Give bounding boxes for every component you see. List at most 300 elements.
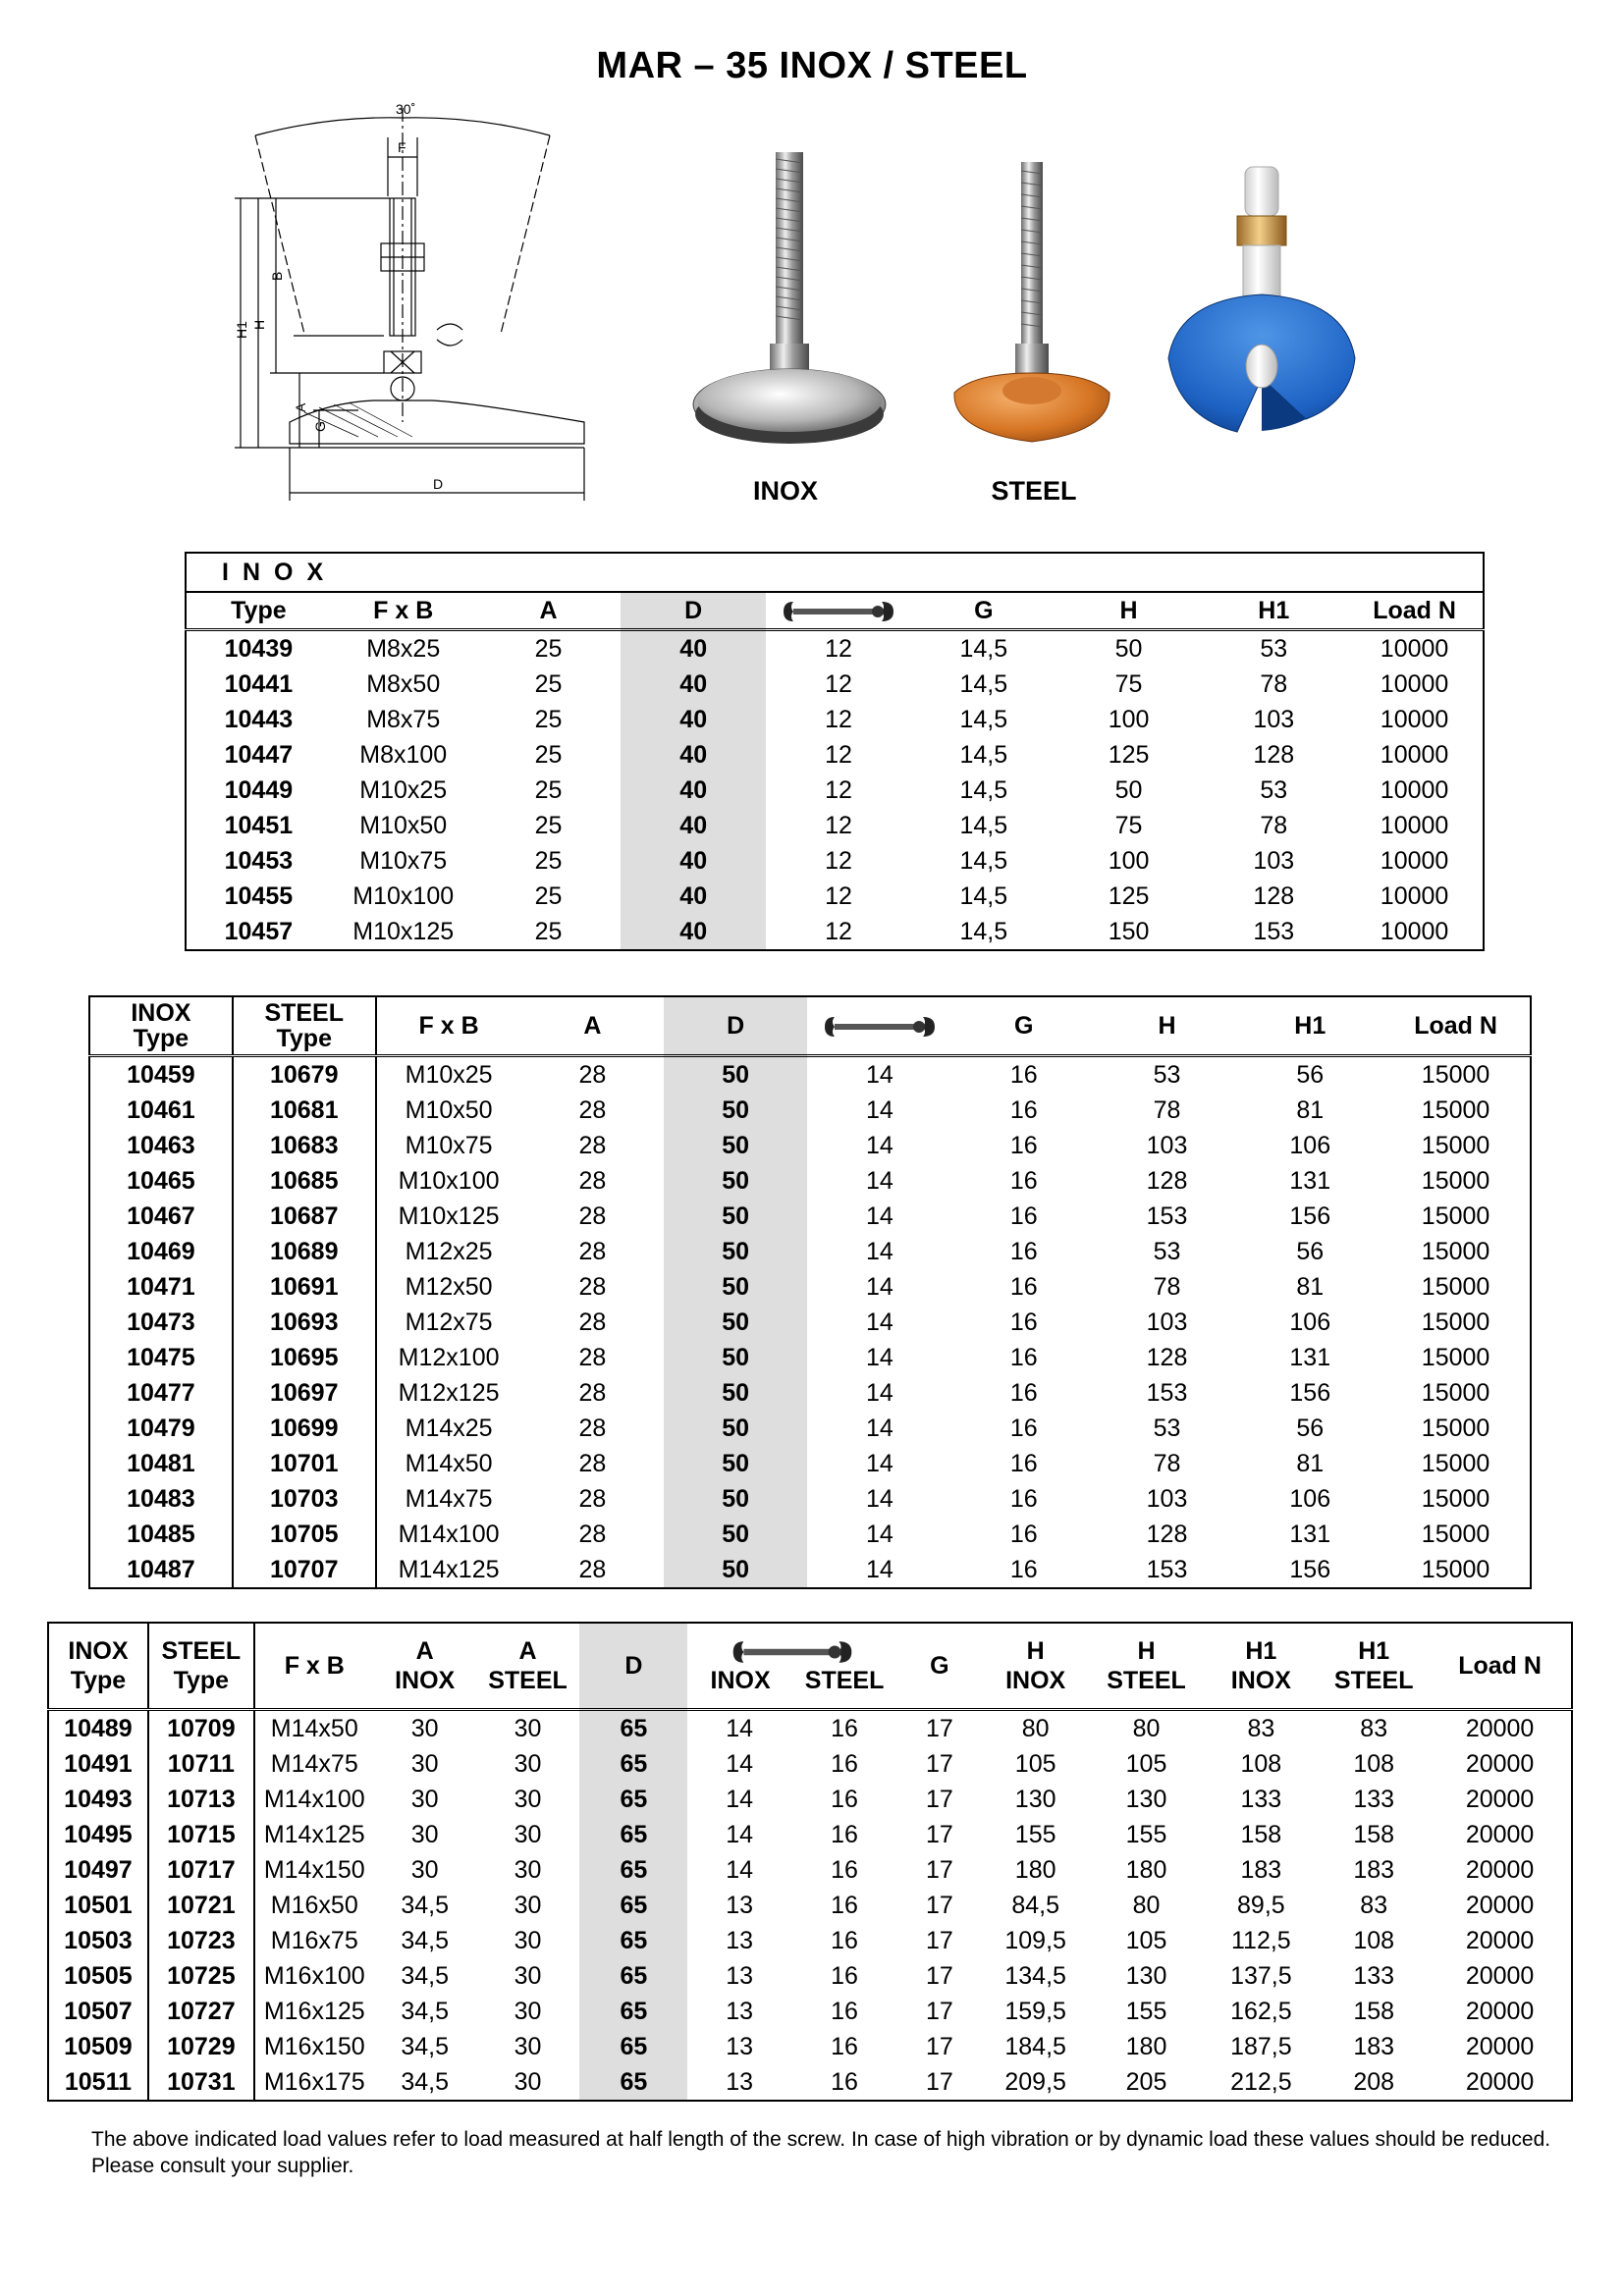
table-cell: 16 [1009, 1061, 1038, 1089]
table-cell: 16 [831, 1998, 858, 2025]
table-cell: 10469 [89, 1234, 233, 1269]
table-cell: 10699 [233, 1411, 376, 1446]
table-cell: 10487 [89, 1552, 233, 1588]
table-row [186, 630, 1484, 667]
table-cell: 20000 [1465, 1927, 1535, 1954]
inox-steel-65-body [48, 1710, 1572, 2102]
table-cell: M16x100 [263, 1962, 365, 1990]
col-wrench [766, 592, 911, 630]
table-cell: 10481 [89, 1446, 233, 1481]
table-cell: 15000 [1421, 1308, 1490, 1336]
table-cell: 15000 [1421, 1132, 1490, 1159]
table-cell: 16 [1009, 1450, 1038, 1477]
table-cell: 50 [664, 1411, 807, 1446]
table-cell: 15000 [1421, 1167, 1490, 1195]
label-a: A [293, 402, 308, 412]
table-cell: 13 [726, 1962, 754, 1990]
col-inox-type [89, 996, 233, 1056]
table-cell: M14x150 [263, 1856, 365, 1884]
table-cell: 28 [578, 1521, 607, 1548]
wrench-icon [780, 599, 897, 624]
table-cell: 131 [1289, 1521, 1331, 1548]
table-row [186, 879, 1484, 914]
table-cell: 10703 [233, 1481, 376, 1517]
col-a-steel-label: STEEL [488, 1667, 568, 1694]
table-cell: 14 [866, 1415, 893, 1442]
table-cell: 40 [621, 737, 766, 773]
table-cell: 103 [1146, 1132, 1188, 1159]
table-cell: 14 [726, 1715, 754, 1742]
table-cell: 16 [831, 1750, 858, 1778]
col-inox-label: INOX [68, 1637, 129, 1665]
table-cell: 130 [1125, 1962, 1167, 1990]
table-cell: 10721 [148, 1888, 254, 1923]
table-cell: 10453 [224, 847, 294, 875]
table-row [89, 1234, 1531, 1269]
table-row [89, 1056, 1531, 1094]
table-cell: 65 [579, 1923, 687, 1958]
table-cell: 28 [578, 1096, 607, 1124]
table-cell: 28 [578, 1556, 607, 1583]
table-cell: 10441 [224, 670, 294, 698]
table-cell: 125 [1108, 741, 1150, 769]
table-cell: 28 [578, 1415, 607, 1442]
table-cell: 28 [578, 1485, 607, 1513]
table-cell: 10685 [233, 1163, 376, 1199]
table-cell: 14 [866, 1167, 893, 1195]
table-cell: 40 [621, 630, 766, 667]
table-cell: 155 [1125, 1821, 1167, 1848]
table-cell: 65 [579, 1852, 687, 1888]
table-cell: 25 [534, 847, 563, 875]
footnote: The above indicated load values refer to load measured at half length of the screw. In case of high vibration or by dynamic load these values should be reduced. Please consult your supplier. [91, 2128, 1551, 2177]
table-cell: 10443 [224, 706, 294, 733]
table-cell: 109,5 [1004, 1927, 1066, 1954]
table-cell: 10485 [89, 1517, 233, 1552]
table-row [186, 914, 1484, 950]
table-cell: 25 [534, 882, 563, 910]
table-cell: 25 [534, 812, 563, 839]
col-steel-type-label: Type [173, 1667, 230, 1694]
table-cell: 30 [514, 1715, 542, 1742]
table-row [48, 2029, 1572, 2064]
table-cell: 83 [1360, 1715, 1388, 1742]
table-cell: 30 [514, 1962, 542, 1990]
table-cell: 10449 [224, 776, 294, 804]
table-cell: 10727 [148, 1994, 254, 2029]
table-cell: 20000 [1465, 1998, 1535, 2025]
table-cell: 100 [1108, 706, 1150, 733]
col-d: D [579, 1623, 687, 1710]
table-cell: 20000 [1465, 1962, 1535, 1990]
table-cell: 30 [514, 1786, 542, 1813]
table-cell: 75 [1114, 670, 1143, 698]
table-cell: 25 [534, 706, 563, 733]
table-cell: 10000 [1380, 847, 1449, 875]
table-cell: 78 [1153, 1450, 1181, 1477]
table-cell: 10475 [89, 1340, 233, 1375]
table-row [48, 1817, 1572, 1852]
table-cell: 15000 [1421, 1485, 1490, 1513]
table-cell: 12 [825, 918, 852, 945]
table-cell: 15000 [1421, 1202, 1490, 1230]
label-f: F [398, 139, 406, 155]
table-row [48, 1923, 1572, 1958]
table-cell: 17 [925, 1821, 953, 1848]
table-cell: 15000 [1421, 1344, 1490, 1371]
col-d: D [621, 592, 766, 630]
table-cell: M14x75 [405, 1485, 493, 1513]
table-cell: M10x125 [352, 918, 455, 945]
table-cell: 112,5 [1231, 1927, 1291, 1954]
table-cell: M16x75 [270, 1927, 358, 1954]
table-cell: 14,5 [959, 706, 1008, 733]
table-row [89, 1269, 1531, 1305]
table-cell: 14 [866, 1344, 893, 1371]
table-cell: 10495 [48, 1817, 148, 1852]
table-cell: 65 [579, 2029, 687, 2064]
table-row [48, 2064, 1572, 2101]
table-cell: 17 [925, 1998, 953, 2025]
table-row [186, 667, 1484, 702]
table-cell: 40 [621, 914, 766, 950]
table-cell: 158 [1240, 1821, 1282, 1848]
col-inox-label: INOX [131, 999, 191, 1027]
inox-steel-50-table [88, 995, 1532, 1589]
table-cell: 50 [664, 1269, 807, 1305]
table-cell: M16x175 [263, 2068, 365, 2096]
table-cell: 10509 [48, 2029, 148, 2064]
wrench-icon [821, 1014, 939, 1040]
table-cell: 106 [1289, 1485, 1331, 1513]
inox-section-title: INOX [222, 559, 338, 586]
table-cell: 10705 [233, 1517, 376, 1552]
table-cell: 14 [866, 1061, 893, 1089]
col-h1: H1 [1294, 1012, 1326, 1040]
table-cell: 75 [1114, 812, 1143, 839]
table-cell: M10x125 [398, 1202, 500, 1230]
table-cell: 40 [621, 843, 766, 879]
table-cell: 10000 [1380, 918, 1449, 945]
table-cell: 10707 [233, 1552, 376, 1588]
table-cell: M14x50 [270, 1715, 358, 1742]
table-cell: 12 [825, 812, 852, 839]
table-cell: 16 [1009, 1132, 1038, 1159]
table-cell: 40 [621, 667, 766, 702]
table-cell: 14 [866, 1132, 893, 1159]
table-cell: 17 [925, 1892, 953, 1919]
table-cell: 10493 [48, 1782, 148, 1817]
col-h: H [1056, 592, 1202, 630]
col-g: G [1014, 1012, 1034, 1040]
table-cell: 13 [726, 1892, 754, 1919]
table-cell: 108 [1353, 1750, 1395, 1778]
table-cell: 16 [831, 1715, 858, 1742]
col-load: Load N [1458, 1652, 1542, 1680]
table-cell: M12x50 [405, 1273, 493, 1301]
table-cell: 12 [825, 882, 852, 910]
table-cell: 34,5 [401, 1892, 449, 1919]
table-cell: 34,5 [401, 1998, 449, 2025]
table-cell: M10x50 [405, 1096, 493, 1124]
table-cell: 14,5 [959, 847, 1008, 875]
table-cell: 16 [1009, 1485, 1038, 1513]
table-cell: 10695 [233, 1340, 376, 1375]
col-steel-type-label: Type [276, 1025, 332, 1052]
table-cell: 25 [534, 776, 563, 804]
table-cell: 15000 [1421, 1096, 1490, 1124]
table-cell: 34,5 [401, 1962, 449, 1990]
table-cell: 56 [1296, 1061, 1325, 1089]
table-cell: 14,5 [959, 812, 1008, 839]
col-h-steel [1090, 1623, 1204, 1710]
col-steel-type [233, 996, 376, 1056]
table-cell: 10729 [148, 2029, 254, 2064]
label-g: G [312, 421, 328, 432]
table-cell: 16 [1009, 1415, 1038, 1442]
table-cell: 10711 [148, 1746, 254, 1782]
table-cell: 16 [831, 1892, 858, 1919]
col-h1-inox [1203, 1623, 1319, 1710]
col-a-inox-label: INOX [395, 1667, 456, 1694]
table-cell: 14,5 [959, 918, 1008, 945]
table-cell: 153 [1146, 1202, 1188, 1230]
table-cell: M10x50 [359, 812, 448, 839]
table-cell: M16x125 [263, 1998, 365, 2025]
col-h1: H1 [1201, 592, 1346, 630]
table-cell: M12x125 [398, 1379, 500, 1407]
table-row [48, 1782, 1572, 1817]
table-cell: 16 [831, 2068, 858, 2096]
table-cell: 65 [579, 1710, 687, 1747]
table-cell: M10x100 [398, 1167, 500, 1195]
cutaway-foot-photo [1159, 162, 1375, 456]
table-cell: 100 [1108, 847, 1150, 875]
inox-foot-photo [687, 147, 893, 452]
col-fxb: F x B [418, 1012, 479, 1040]
table-cell: 10681 [233, 1093, 376, 1128]
table-cell: 50 [1114, 635, 1143, 663]
table-cell: 16 [1009, 1556, 1038, 1583]
table-cell: M10x75 [405, 1132, 493, 1159]
table-row [186, 702, 1484, 737]
table-cell: 17 [925, 1750, 953, 1778]
table-cell: 14,5 [959, 776, 1008, 804]
table-cell: 106 [1289, 1308, 1331, 1336]
table-cell: 10503 [48, 1923, 148, 1958]
inox-label: INOX [752, 476, 818, 506]
col-a-label: A [415, 1637, 434, 1665]
table-cell: 16 [1009, 1308, 1038, 1336]
table-cell: 183 [1353, 1856, 1395, 1884]
table-row [89, 1411, 1531, 1446]
table-cell: 17 [925, 1856, 953, 1884]
col-h-steel-label: STEEL [1107, 1667, 1186, 1694]
table-cell: 65 [579, 1746, 687, 1782]
table-cell: M10x100 [352, 882, 455, 910]
col-a: A [583, 1012, 602, 1040]
table-row [89, 1375, 1531, 1411]
technical-drawing [211, 98, 594, 510]
table-cell: 53 [1153, 1415, 1181, 1442]
table-cell: 10000 [1380, 882, 1449, 910]
table-cell: 15000 [1421, 1061, 1490, 1089]
table-cell: 65 [579, 1888, 687, 1923]
table-cell: 50 [664, 1552, 807, 1588]
col-h1-label: H1 [1358, 1637, 1390, 1665]
table-cell: 106 [1289, 1132, 1331, 1159]
table-cell: 16 [831, 2033, 858, 2060]
table-cell: 20000 [1465, 1750, 1535, 1778]
table-cell: 10000 [1380, 706, 1449, 733]
table-cell: 162,5 [1230, 1998, 1292, 2025]
table-cell: 34,5 [401, 1927, 449, 1954]
col-inox-type-label: Type [70, 1667, 127, 1694]
table-cell: 10000 [1380, 670, 1449, 698]
inox-table [185, 552, 1485, 951]
table-cell: 16 [831, 1821, 858, 1848]
table-cell: 10679 [233, 1056, 376, 1094]
table-cell: 103 [1146, 1308, 1188, 1336]
table-row [89, 1093, 1531, 1128]
table-cell: 10709 [148, 1710, 254, 1747]
steel-label: STEEL [991, 476, 1077, 506]
label-angle: 30˚ [396, 101, 416, 117]
table-cell: 10491 [48, 1746, 148, 1782]
table-cell: 180 [1125, 1856, 1167, 1884]
table-cell: 209,5 [1004, 2068, 1066, 2096]
table-cell: 50 [664, 1056, 807, 1094]
table-cell: 14 [866, 1238, 893, 1265]
table-cell: 28 [578, 1273, 607, 1301]
table-cell: 15000 [1421, 1521, 1490, 1548]
table-cell: 14 [866, 1202, 893, 1230]
table-cell: M10x75 [359, 847, 448, 875]
table-row [48, 1710, 1572, 1747]
table-cell: 10479 [89, 1411, 233, 1446]
table-cell: 10511 [48, 2064, 148, 2101]
table-cell: 12 [825, 635, 852, 663]
table-cell: 10683 [233, 1128, 376, 1163]
table-cell: 30 [514, 1892, 542, 1919]
table-cell: 155 [1014, 1821, 1056, 1848]
table-cell: 133 [1353, 1786, 1395, 1813]
table-cell: 159,5 [1004, 1998, 1066, 2025]
table-cell: 14 [866, 1521, 893, 1548]
table-cell: 50 [664, 1446, 807, 1481]
table-cell: 128 [1253, 882, 1295, 910]
table-cell: 10439 [224, 635, 294, 663]
table-cell: 10715 [148, 1817, 254, 1852]
table-cell: 50 [664, 1093, 807, 1128]
table-cell: 103 [1146, 1485, 1188, 1513]
table-cell: 10477 [89, 1375, 233, 1411]
table-cell: 10000 [1380, 776, 1449, 804]
table-row [89, 1199, 1531, 1234]
table-cell: 10483 [89, 1481, 233, 1517]
table-cell: 30 [410, 1750, 439, 1778]
col-wrench [687, 1623, 897, 1710]
col-wrench [807, 996, 952, 1056]
table-cell: 81 [1296, 1096, 1325, 1124]
table-row [89, 1446, 1531, 1481]
table-cell: 30 [410, 1821, 439, 1848]
table-cell: 30 [410, 1786, 439, 1813]
table-cell: 153 [1146, 1379, 1188, 1407]
col-type: Type [186, 592, 331, 630]
table-cell: 10505 [48, 1958, 148, 1994]
table-cell: 28 [578, 1132, 607, 1159]
table-cell: 10455 [224, 882, 294, 910]
table-cell: 15000 [1421, 1415, 1490, 1442]
table-cell: 12 [825, 741, 852, 769]
col-inox-type-label: Type [133, 1025, 189, 1052]
table-cell: 10489 [48, 1710, 148, 1747]
table-cell: 10689 [233, 1234, 376, 1269]
table-cell: 10713 [148, 1782, 254, 1817]
table-cell: 137,5 [1230, 1962, 1292, 1990]
table-cell: 28 [578, 1308, 607, 1336]
table-cell: 14 [866, 1379, 893, 1407]
col-load: Load N [1346, 592, 1484, 630]
table-row [186, 737, 1484, 773]
table-cell: 50 [664, 1234, 807, 1269]
table-cell: 30 [410, 1715, 439, 1742]
col-a-label: A [518, 1637, 537, 1665]
table-cell: 15000 [1421, 1273, 1490, 1301]
table-cell: 28 [578, 1061, 607, 1089]
col-a-inox [374, 1623, 476, 1710]
table-row [186, 808, 1484, 843]
table-cell: 20000 [1465, 1821, 1535, 1848]
table-cell: M14x25 [405, 1415, 493, 1442]
table-cell: 10000 [1380, 635, 1449, 663]
table-cell: 50 [664, 1517, 807, 1552]
table-cell: 25 [534, 741, 563, 769]
table-cell: M8x25 [366, 635, 441, 663]
col-h1-steel [1319, 1623, 1429, 1710]
table-cell: 12 [825, 847, 852, 875]
table-cell: 133 [1353, 1962, 1395, 1990]
table-cell: M14x100 [263, 1786, 365, 1813]
table-cell: 81 [1296, 1450, 1325, 1477]
table-cell: 10693 [233, 1305, 376, 1340]
table-cell: 53 [1260, 776, 1288, 804]
table-cell: 28 [578, 1202, 607, 1230]
table-cell: 10000 [1380, 812, 1449, 839]
table-cell: 14,5 [959, 670, 1008, 698]
table-cell: 30 [514, 1821, 542, 1848]
table-cell: 50 [1114, 776, 1143, 804]
table-cell: 20000 [1465, 2068, 1535, 2096]
table-cell: M12x75 [405, 1308, 493, 1336]
table-cell: 155 [1125, 1998, 1167, 2025]
table-cell: 84,5 [1011, 1892, 1059, 1919]
table-cell: 14 [866, 1485, 893, 1513]
table-cell: 78 [1153, 1273, 1181, 1301]
table-cell: 150 [1108, 918, 1150, 945]
table-cell: 16 [1009, 1202, 1038, 1230]
table-row [89, 1517, 1531, 1552]
table-cell: 17 [925, 1715, 953, 1742]
table-cell: 65 [579, 1958, 687, 1994]
col-load: Load N [1414, 1012, 1497, 1040]
table-cell: 14,5 [959, 635, 1008, 663]
table-cell: 25 [534, 918, 563, 945]
table-cell: 34,5 [401, 2068, 449, 2096]
col-steel-label: STEEL [161, 1637, 242, 1665]
table-cell: 14 [866, 1096, 893, 1124]
